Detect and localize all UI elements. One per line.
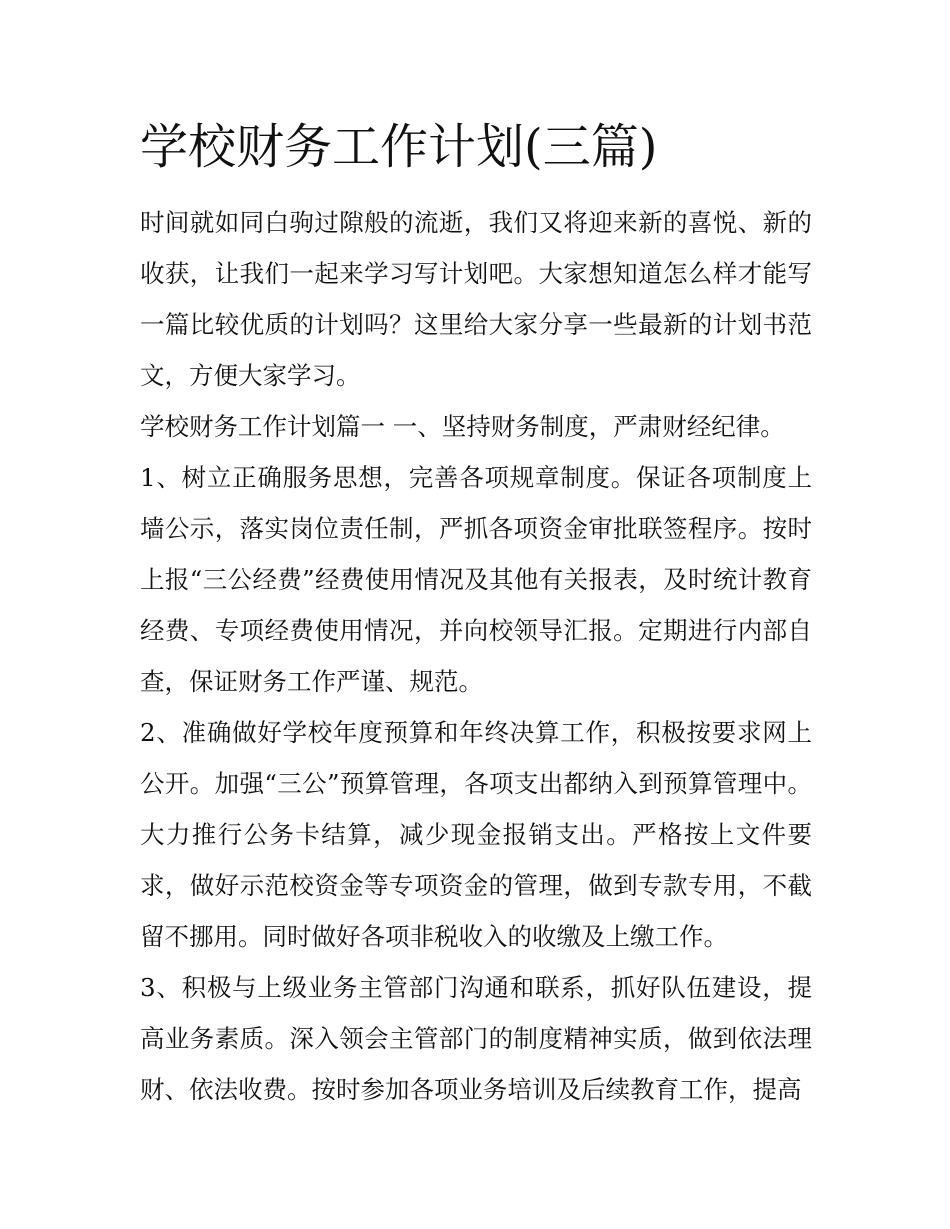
document-body	[140, 197, 812, 1115]
paragraph-intro: 时间就如同白驹过隙般的流逝，我们又将迎来新的喜悦、新的收获，让我们一起来学习写计划吧。大家想知道怎么样才能写一篇比较优质的计划吗？这里给大家分享一些最新的计划书范文，方便大家学习。	[140, 208, 812, 390]
paragraph-item-2: 2、准确做好学校年度预算和年终决算工作，积极按要求网上公开。加强“三公”预算管理，各项支出都纳入到预算管理中。大力推行公务卡结算，减少现金报销支出。严格按上文件要求，做好示范校资金等专项资金的管理，做到专款专用，不截留不挪用。同时做好各项非税收入的收缴及上缴工作。	[140, 718, 812, 951]
paragraph-item-3: 3、积极与上级业务主管部门沟通和联系，抓好队伍建设，提高业务素质。深入领会主管部门的制度精神实质，做到依法理财、依法收费。按时参加各项业务培训及后续教育工作，提高	[140, 973, 812, 1104]
paragraph-section-heading: 学校财务工作计划篇一 一、坚持财务制度，严肃财经纪律。	[140, 412, 785, 441]
document-title: 学校财务工作计划(三篇)	[140, 119, 658, 175]
paragraph-item-1: 1、树立正确服务思想，完善各项规章制度。保证各项制度上墙公示，落实岗位责任制，严抓各项资金审批联签程序。按时上报“三公经费”经费使用情况及其他有关报表，及时统计教育经费、专项经费使用情况，并向校领导汇报。定期进行内部自查，保证财务工作严谨、规范。	[140, 463, 812, 696]
